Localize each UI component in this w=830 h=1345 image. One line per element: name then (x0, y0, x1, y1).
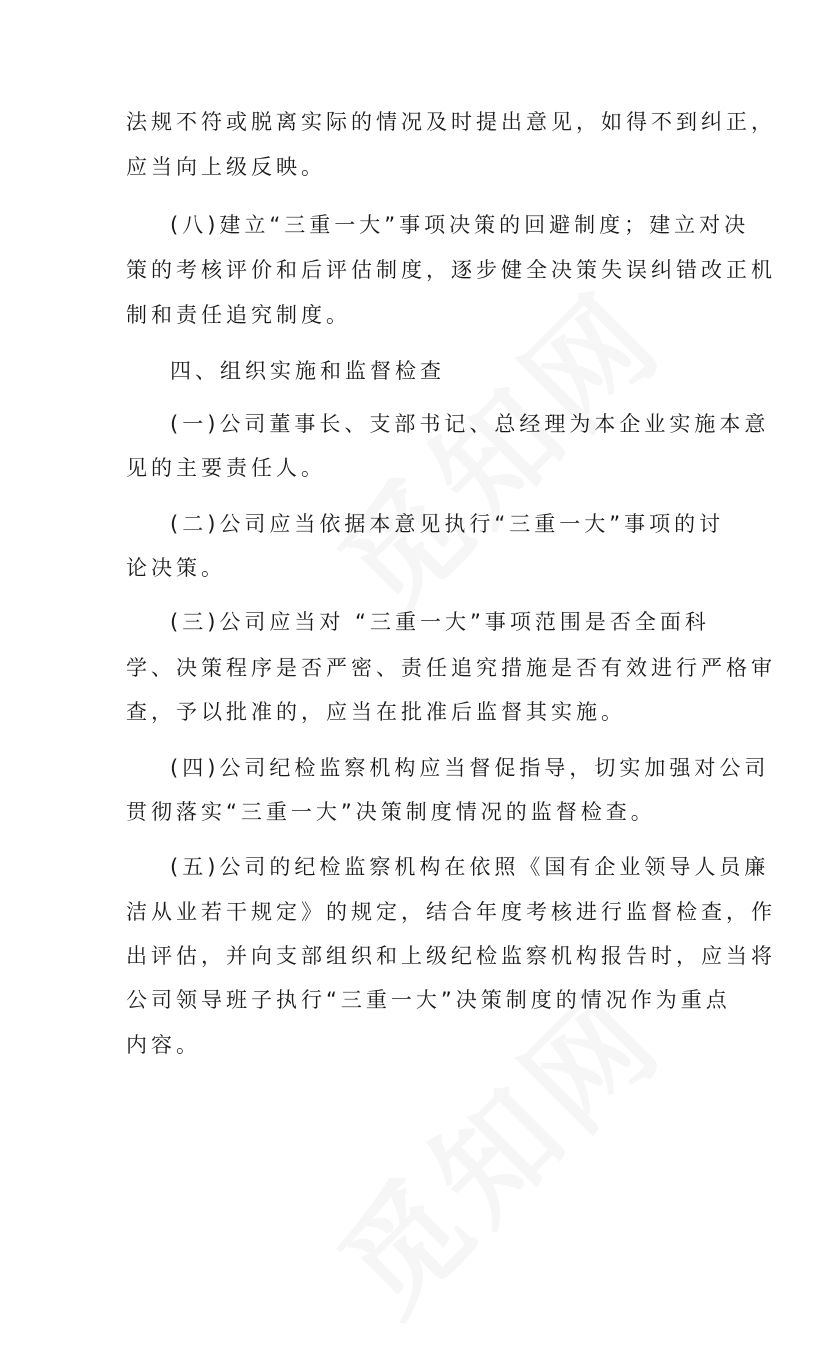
text-line: 论决策。 (126, 556, 226, 580)
text-line: 贯彻落实“三重一大”决策制度情况的监督检查。 (126, 800, 656, 824)
text-line: 出评估，并向支部组织和上级纪检监察机构报告时，应当将 (126, 944, 776, 968)
text-line: (一)公司董事长、支部书记、总经理为本企业实施本意 (170, 412, 770, 436)
text-line: 内容。 (126, 1033, 201, 1057)
text-line: (八)建立“三重一大”事项决策的回避制度；建立对决 (170, 213, 750, 237)
text-line: 法规不符或脱离实际的情况及时提出意见，如得不到纠正， (126, 110, 776, 134)
watermark (296, 247, 693, 644)
text-line: 查，予以批准的，应当在批准后监督其实施。 (126, 700, 626, 724)
text-line: 应当向上级反映。 (126, 155, 326, 179)
text-line: 洁从业若干规定》的规定，结合年度考核进行监督检查，作 (126, 900, 776, 924)
text-line: (二)公司应当依据本意见执行“三重一大”事项的讨 (170, 512, 725, 536)
section-heading: 四、组织实施和监督检查 (170, 359, 445, 383)
text-line: 学、决策程序是否严密、责任追究措施是否有效进行严格审 (126, 656, 776, 680)
text-line: 制和责任追究制度。 (126, 303, 351, 327)
text-line: (四)公司纪检监察机构应当督促指导，切实加强对公司 (170, 756, 770, 780)
text-line: (五)公司的纪检监察机构在依照《国有企业领导人员廉 (170, 855, 770, 879)
text-line: 见的主要责任人。 (126, 456, 326, 480)
text-line: 公司领导班子执行“三重一大”决策制度的情况作为重点 (126, 988, 731, 1012)
text-line: (三)公司应当对 “三重一大”事项范围是否全面科 (170, 610, 710, 634)
text-line: 策的考核评价和后评估制度，逐步健全决策失误纠错改正机 (126, 258, 776, 282)
